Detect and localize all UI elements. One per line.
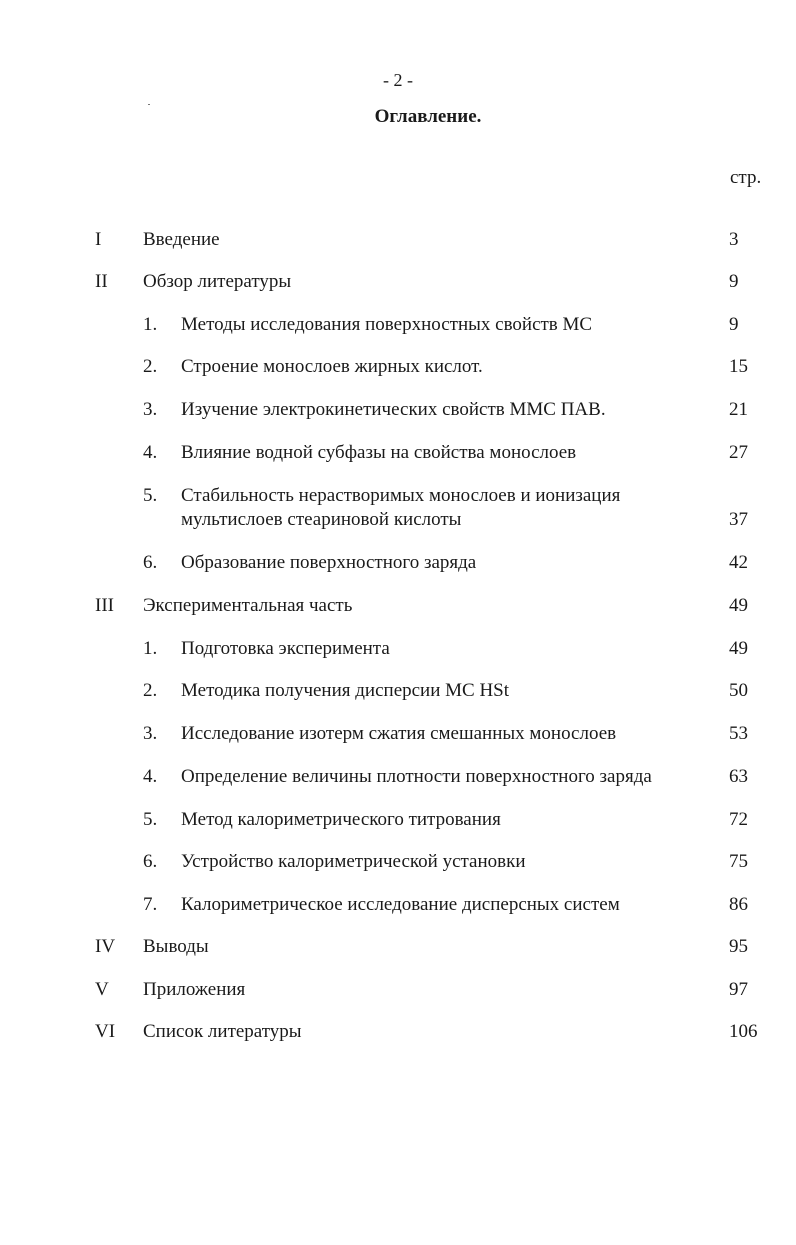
toc-page-number: 75 bbox=[729, 851, 748, 872]
toc-entry-text: Обзор литературы bbox=[143, 271, 292, 292]
toc-page-number: 9 bbox=[729, 314, 739, 335]
toc-roman-number: III bbox=[95, 595, 114, 616]
toc-entry-text: Выводы bbox=[143, 936, 209, 957]
toc-entry-text: Введение bbox=[143, 229, 220, 250]
toc-roman-number: IV bbox=[95, 936, 116, 957]
toc-roman-number: VI bbox=[95, 1021, 116, 1042]
toc-sub-number: 3. bbox=[143, 723, 158, 744]
toc-entry-text: Список литературы bbox=[143, 1021, 302, 1042]
toc-page-number: 95 bbox=[729, 936, 748, 957]
toc-sub-number: 6. bbox=[143, 851, 158, 872]
toc-page-number: 49 bbox=[729, 638, 748, 659]
toc-sub-number: 6. bbox=[143, 552, 158, 573]
toc-page-number: 37 bbox=[729, 509, 748, 530]
toc-sub-number: 1. bbox=[143, 638, 158, 659]
toc-page-number: 3 bbox=[729, 229, 739, 250]
toc-roman-number: I bbox=[95, 229, 102, 250]
toc-sub-number: 4. bbox=[143, 442, 158, 463]
toc-sub-number: 4. bbox=[143, 766, 158, 787]
toc-page-number: 86 bbox=[729, 894, 748, 915]
toc-page-number: 49 bbox=[729, 595, 748, 616]
page-title: Оглавление. bbox=[374, 106, 482, 127]
toc-sub-number: 5. bbox=[143, 809, 158, 830]
toc-roman-number: V bbox=[95, 979, 109, 1000]
toc-page-number: 15 bbox=[729, 356, 748, 377]
toc-sub-number: 3. bbox=[143, 399, 158, 420]
toc-entry-text: Калориметрическое исследование дисперсных систем bbox=[181, 894, 620, 915]
toc-entry-text: Методика получения дисперсии МС HSt bbox=[181, 680, 510, 701]
toc-sub-number: 2. bbox=[143, 680, 158, 701]
toc-entry-text: Стабильность нерастворимых монослоев и ионизация bbox=[181, 485, 621, 506]
toc-page-number: 106 bbox=[729, 1021, 758, 1042]
toc-page-number: 21 bbox=[729, 399, 748, 420]
toc-entry-text: Экспериментальная часть bbox=[143, 595, 353, 616]
page-column-label: стр. bbox=[730, 167, 762, 188]
toc-entry-text: Исследование изотерм сжатия смешанных монослоев bbox=[181, 723, 617, 744]
toc-entry-text: Устройство калориметрической установки bbox=[181, 851, 526, 872]
toc-page-number: 9 bbox=[729, 271, 739, 292]
toc-page-number: 42 bbox=[729, 552, 748, 573]
toc-page-number: 63 bbox=[729, 766, 748, 787]
toc-roman-number: II bbox=[95, 271, 108, 292]
toc-entry-text: Строение монослоев жирных кислот. bbox=[181, 356, 483, 377]
toc-sub-number: 2. bbox=[143, 356, 158, 377]
toc-sub-number: 1. bbox=[143, 314, 158, 335]
toc-sub-number: 5. bbox=[143, 485, 158, 506]
toc-entry-text: Приложения bbox=[143, 979, 246, 1000]
scan-speck bbox=[148, 104, 150, 105]
toc-entry-text: Изучение электрокинетических свойств ММС ПАВ. bbox=[181, 399, 606, 420]
toc-page-number: 27 bbox=[729, 442, 748, 463]
toc-entry-text: мультислоев стеариновой кислоты bbox=[181, 509, 462, 530]
toc-entry-text: Метод калориметрического титрования bbox=[181, 809, 501, 830]
toc-entry-text: Образование поверхностного заряда bbox=[181, 552, 477, 573]
toc-entry-text: Подготовка эксперимента bbox=[181, 638, 390, 659]
toc-sub-number: 7. bbox=[143, 894, 158, 915]
toc-entry-text: Методы исследования поверхностных свойств МС bbox=[181, 314, 593, 335]
page-number: - 2 - bbox=[383, 70, 413, 90]
toc-page-number: 72 bbox=[729, 809, 748, 830]
toc-page-number: 97 bbox=[729, 979, 748, 1000]
toc-entry-text: Влияние водной субфазы на свойства монослоев bbox=[181, 442, 577, 463]
toc-page-number: 53 bbox=[729, 723, 748, 744]
toc-entry-text: Определение величины плотности поверхностного заряда bbox=[181, 766, 652, 787]
toc-page-number: 50 bbox=[729, 680, 748, 701]
